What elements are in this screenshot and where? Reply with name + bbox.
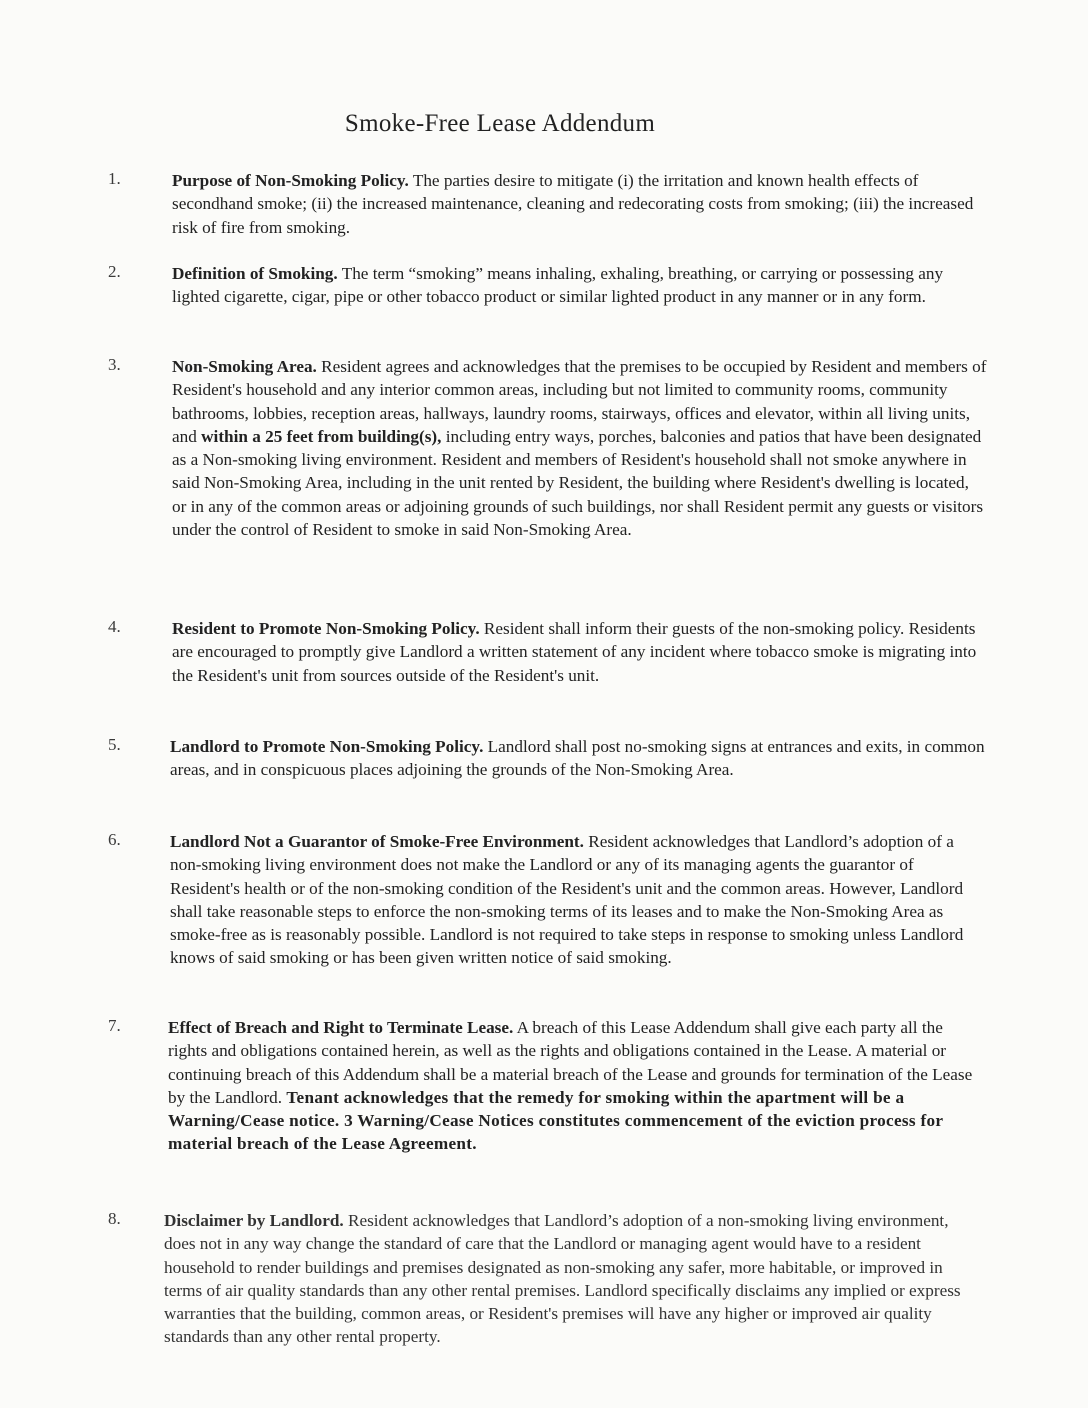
section-text: The parties desire to mitigate (i) the irritation and known health effects of secondhand smoke; (ii) the increased maintenance, cleaning and redecorating costs from smoking; (iii) the increased risk of fire from smoking. — [172, 171, 974, 237]
section-number: 6. — [108, 830, 121, 849]
section-text: Resident agrees and acknowledges that the premises to be occupied by Resident and members of Resident's household and any interior common areas, including but not limited to community rooms, community bathrooms, lobbies, reception areas, hallways, laundry rooms, stairways, offices and elevator, within all living units, and — [172, 357, 987, 446]
section-emphasis: Tenant acknowledges that the remedy for smoking within the apartment will be a Warning/Cease notice. 3 Warning/Cease Notices constitutes commencement of the eviction process for material breach of the Lease Agreement. — [168, 1087, 944, 1154]
section-heading: Disclaimer by Landlord. — [164, 1211, 344, 1230]
section-number: 3. — [108, 355, 121, 374]
section-number: 1. — [108, 169, 121, 188]
document-title: Smoke-Free Lease Addendum — [344, 110, 656, 137]
section-body — [172, 169, 987, 239]
section-number: 5. — [108, 735, 121, 754]
section-text: Landlord shall post no-smoking signs at entrances and exits, in common areas, and in conspicuous places adjoining the grounds of the Non-Smoking Area. — [170, 737, 985, 780]
section-heading: Landlord to Promote Non-Smoking Policy. — [170, 737, 484, 756]
section-number: 8. — [108, 1209, 121, 1228]
section-emphasis: within a 25 feet from building(s), — [201, 426, 442, 446]
section-heading: Resident to Promote Non-Smoking Policy. — [172, 619, 480, 638]
section-heading: Non-Smoking Area. — [172, 357, 317, 376]
section-number: 7. — [108, 1016, 121, 1035]
section-heading: Landlord Not a Guarantor of Smoke-Free Environment. — [170, 832, 584, 851]
section-heading: Definition of Smoking. — [172, 264, 338, 283]
section-body — [170, 830, 985, 970]
section-body — [170, 735, 985, 782]
section-text: Resident acknowledges that Landlord’s adoption of a non-smoking living environment does not make the Landlord or any of its managing agents the guarantor of Resident's health or of the non-smoking condition of the Resident's unit and the common areas. However, Landlord shall take reasonable steps to enforce the non-smoking terms of its leases and to make the Non-Smoking Area as smoke-free as is reasonably possible. Landlord is not required to take steps in response to smoking unless Landlord knows of said smoking or has been given written notice of said smoking. — [170, 832, 964, 968]
section-text-continued: including entry ways, porches, balconies and patios that have been designated as a Non-smoking living environment. Resident and members of Resident's household shall not smoke anywhere in said Non-Smoking Area, including in the unit rented by Resident, the building where Resident's dwelling is located, or in any of the common areas or adjoining grounds of such buildings, nor shall Resident permit any guests or visitors under the control of Resident to smoke in said Non-Smoking Area. — [172, 426, 984, 540]
section-text: Resident acknowledges that Landlord’s adoption of a non-smoking living environment, does not in any way change the standard of care that the Landlord or managing agent would have to a resident household to render buildings and premises designated as non-smoking any safer, more habitable, or improved in terms of air quality standards than any other rental premises. Landlord specifically disclaims any implied or express warranties that the building, common areas, or Resident's premises will have any higher or improved air quality standards than any other rental property. — [164, 1211, 961, 1347]
section-text: A breach of this Lease Addendum shall give each party all the rights and obligations contained herein, as well as the rights and obligations contained in the Lease. A material or continuing breach of this Addendum shall be a material breach of the Lease and grounds for termination of the Lease by the Landlord. — [168, 1018, 973, 1107]
section-body — [164, 1209, 984, 1349]
section-body — [168, 1016, 983, 1156]
section-heading: Purpose of Non-Smoking Policy. — [172, 171, 409, 190]
section-text: The term “smoking” means inhaling, exhaling, breathing, or carrying or possessing any lighted cigarette, cigar, pipe or other tobacco product or similar lighted product in any manner or in any form. — [172, 264, 944, 307]
section-heading: Effect of Breach and Right to Terminate Lease. — [168, 1018, 514, 1037]
section-number: 4. — [108, 617, 121, 636]
section-body — [172, 355, 987, 541]
section-text: Resident shall inform their guests of the non-smoking policy. Residents are encouraged to promptly give Landlord a written statement of any incident where tobacco smoke is migrating into the Resident's unit from sources outside of the Resident's unit. — [172, 619, 977, 685]
section-number: 2. — [108, 262, 121, 281]
section-body — [172, 262, 987, 309]
section-body — [172, 617, 987, 687]
